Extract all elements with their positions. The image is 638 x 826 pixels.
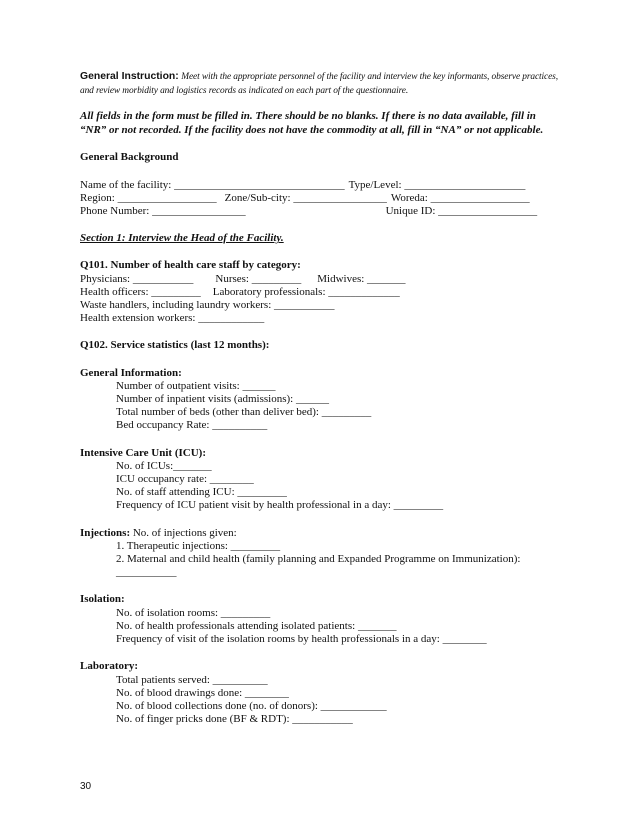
- icu-title: Intensive Care Unit (ICU):: [80, 446, 206, 459]
- facility-name-field: Name of the facility: _______________________________: [80, 178, 345, 191]
- list-item: Total patients served: __________: [116, 673, 268, 686]
- region-field: Region: __________________: [80, 191, 217, 204]
- general-information-list: [80, 380, 560, 433]
- q101-row4: [80, 312, 560, 325]
- list-item: No. of blood collections done (no. of donors): ____________: [116, 699, 387, 712]
- q101-title: Q101. Number of health care staff by category:: [80, 259, 301, 272]
- nurses-field: Nurses: _________: [215, 272, 302, 285]
- list-item: Bed occupancy Rate: __________: [116, 419, 268, 432]
- q102-title: Q102. Service statistics (last 12 months):: [80, 339, 270, 352]
- midwives-field: Midwives: _______: [317, 272, 406, 285]
- laboratory-title: Laboratory:: [80, 660, 139, 673]
- list-item: Frequency of visit of the isolation rooms by health professionals in a day: ________: [116, 633, 487, 646]
- list-item: ___________: [116, 566, 177, 579]
- list-item: No. of health professionals attending isolated patients: _______: [116, 619, 397, 632]
- list-item: No. of blood drawings done: ________: [116, 686, 289, 699]
- lab-professionals-field: Laboratory professionals: _____________: [212, 285, 400, 298]
- injections-title-rest: No. of injections given:: [130, 526, 237, 539]
- health-officers-field: Health officers: _________: [80, 285, 201, 298]
- q101-fields: [80, 273, 560, 326]
- document-page: [80, 70, 560, 726]
- general-information-title: General Information:: [80, 366, 182, 379]
- q101-row2: [80, 286, 560, 299]
- all-fields-note: All fields in the form must be filled in. There should be no blanks. If there is no data available, fill in “NR” or not recorded. If the facility does not have the commodity at all, fill in “NA” or not applicable.: [80, 110, 544, 137]
- general-instruction: [80, 70, 560, 98]
- general-instruction-label: General Instruction:: [80, 71, 179, 82]
- waste-handlers-field: Waste handlers, including laundry workers: ___________: [80, 299, 335, 312]
- zone-field: Zone/Sub-city: _________________: [224, 191, 387, 204]
- q101-row1: [80, 273, 560, 286]
- general-background-title: General Background: [80, 151, 179, 164]
- list-item: No. of ICUs:_______: [116, 459, 212, 472]
- facility-row: [80, 179, 560, 192]
- isolation-title: Isolation:: [80, 593, 125, 606]
- list-item: No. of staff attending ICU: _________: [116, 486, 287, 499]
- type-level-field: Type/Level: ______________________: [348, 178, 526, 191]
- general-instruction-text: Meet with the appropriate personnel of the facility and interview the key informants, observe practices, and review morbidity and logistics records as indicated on each part of the questionnaire.: [80, 72, 558, 97]
- list-item: Number of outpatient visits: ______: [116, 379, 276, 392]
- q101-row3: [80, 299, 560, 312]
- phone-row: [80, 205, 560, 218]
- general-background-fields: [80, 179, 560, 219]
- page-number: 30: [80, 781, 92, 792]
- section1-title: Section 1: Interview the Head of the Facility.: [80, 232, 284, 245]
- injections-title: Injections:: [80, 526, 131, 539]
- phone-field: Phone Number: _________________: [80, 205, 246, 218]
- isolation-list: [80, 607, 560, 647]
- list-item: Number of inpatient visits (admissions): ______: [116, 393, 329, 406]
- icu-list: [80, 460, 560, 513]
- list-item: 2. Maternal and child health (family planning and Expanded Programme on Immunization):: [116, 553, 521, 566]
- list-item: 1. Therapeutic injections: _________: [116, 539, 281, 552]
- list-item: ICU occupancy rate: ________: [116, 473, 254, 486]
- extension-workers-field: Health extension workers: ____________: [80, 312, 265, 325]
- injections-list: [80, 540, 560, 580]
- injections-heading: [80, 527, 560, 540]
- list-item: No. of isolation rooms: _________: [116, 606, 271, 619]
- list-item: Total number of beds (other than deliver bed): _________: [116, 406, 372, 419]
- laboratory-list: [80, 674, 560, 727]
- region-row: [80, 192, 560, 205]
- unique-id-field: Unique ID: __________________: [385, 205, 538, 218]
- physicians-field: Physicians: ___________: [80, 272, 194, 285]
- list-item: Frequency of ICU patient visit by health professional in a day: _________: [116, 499, 444, 512]
- list-item: No. of finger pricks done (BF & RDT): ___________: [116, 713, 353, 726]
- woreda-field: Woreda: __________________: [390, 191, 530, 204]
